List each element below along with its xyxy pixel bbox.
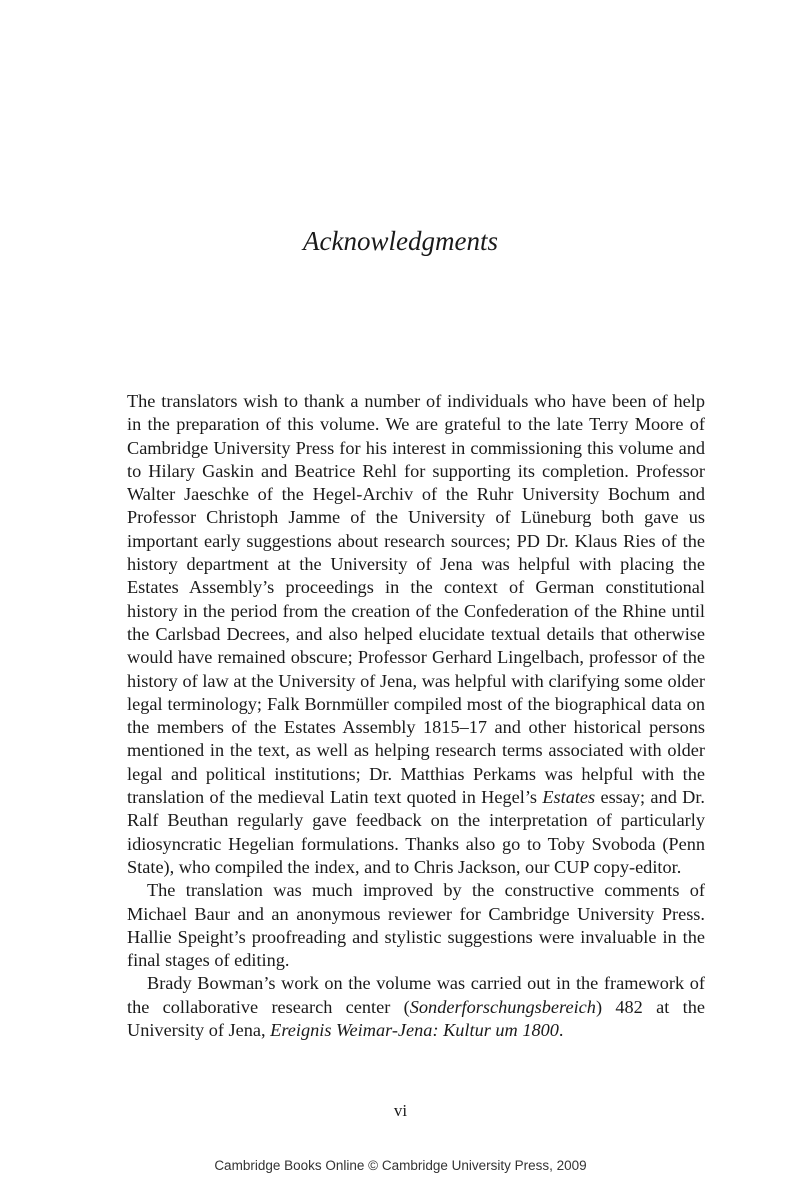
paragraph: [127, 390, 705, 879]
text-run: The translation was much improved by the constructive comments of Michael Baur and an anonymous reviewer for Cambridge University Press. Hallie Speight’s proofreading and stylistic suggestions were invaluable in the final stages of editing.: [127, 880, 705, 971]
text-run: essay; and Dr. Ralf Beuthan regularly gave feedback on the interpretation of particularly idiosyncratic Hegelian formulations. Thanks also go to Toby Svoboda (Penn State), who compiled the index, and to Chris Jackson, our CUP copy-editor.: [127, 787, 705, 877]
text-run: ) 482 at the University of Jena,: [127, 996, 706, 1041]
text-run: The translators wish to thank a number of individuals who have been of help in the preparation of this volume. We are grateful to the late Terry Moore of Cambridge University Press for his interest in commissioning this volume and to Hilary Gaskin and Beatrice Rehl for supporting its completion. Professor Walter Jaeschke of the Hegel-Archiv of the Ruhr University Bochum and Professor Christoph Jamme of the University of Lüneburg both gave us important early suggestions about research sources; PD Dr. Klaus Ries of the history department at the University of Jena was helpful with placing the Estates Assembly’s proceedings in the context of German constitutional history in the period from the creation of the Confederation of the Rhine until the Carlsbad Decrees, and also helped elucidate textual details that otherwise would have remained obscure; Professor Gerhard Lingelbach, professor of the history of law at the University of Jena, was helpful with clarifying some older legal terminology; Falk Bornmüller compiled most of the biographical data on the members of the Estates Assembly 1815–17 and other historical persons mentioned in the text, as well as helping research terms associated with older legal and political institutions; Dr. Matthias Perkams was helpful with the translation of the medieval Latin text quoted in Hegel’s: [127, 391, 705, 808]
text-run: .: [558, 1020, 564, 1041]
paragraph: [127, 879, 705, 972]
paragraph: [127, 972, 705, 1042]
page-number: vi: [393, 1101, 408, 1120]
page-title: Acknowledgments: [303, 226, 498, 256]
italic-term: Sonderforschungsbereich: [409, 996, 596, 1017]
italic-title: Estates: [542, 787, 596, 808]
text-run: Brady Bowman’s work on the volume was carried out in the framework of the collaborative research center (: [127, 973, 705, 1017]
copyright-footer: Cambridge Books Online © Cambridge University Press, 2009: [214, 1158, 587, 1173]
body-text: [127, 390, 705, 1042]
italic-title: Ereignis Weimar-Jena: Kultur um 1800: [270, 1020, 559, 1041]
